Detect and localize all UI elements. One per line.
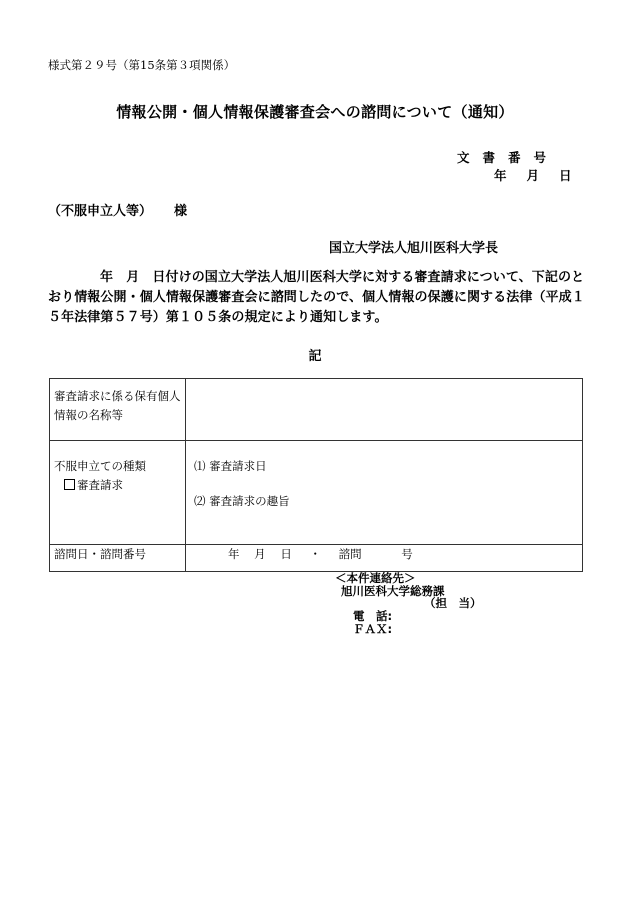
contact-fax-label: ＦＡＸ: — [353, 622, 393, 636]
document-date — [494, 166, 572, 184]
appeal-type-option-label: 審査請求 — [77, 478, 123, 492]
inquiry-table — [49, 378, 583, 572]
contact-person: （担 当） — [424, 596, 482, 610]
appeal-purpose-item: ⑵ 審査請求の趣旨 — [194, 494, 290, 508]
table-row-inquiry-date — [50, 545, 583, 572]
inquiry-month: 月 — [254, 547, 266, 561]
table-row-appeal-type — [50, 441, 583, 545]
addressee — [48, 200, 187, 219]
ki-heading: 記 — [308, 349, 322, 364]
form-number: 様式第２９号（第15条第３項関係） — [48, 58, 236, 72]
addressee-honorific: 様 — [174, 204, 188, 219]
document-title: 情報公開・個人情報保護審査会への諮問について（通知） — [116, 103, 514, 121]
inquiry-label: 諮問 — [338, 547, 362, 561]
inquiry-number-suffix: 号 — [401, 547, 413, 561]
document-date-year: 年 — [494, 168, 507, 183]
appeal-type-option — [54, 476, 185, 495]
inquiry-separator: ・ — [309, 547, 321, 561]
document-number-label: 文書番号 — [457, 150, 560, 165]
contact-department: 旭川医科大学総務課 — [341, 584, 445, 598]
sender: 国立大学法人旭川医科大学長 — [329, 241, 499, 256]
contact-phone-label: 電 話: — [353, 609, 393, 623]
info-name-value — [186, 379, 583, 441]
addressee-name: （不服申立人等） — [48, 204, 153, 219]
inquiry-date-value — [186, 545, 583, 572]
appeal-details-cell — [186, 441, 583, 545]
body-text: 年 月 日付けの国立大学法人旭川医科大学に対する審査請求について、下記のとおり情報公開・個人情報保護審査会に諮問したので、個人情報の保護に関する法律（平成１５年法律第５７号）第１０５条の規定により通知します。 — [48, 270, 585, 325]
checkbox-icon — [64, 479, 75, 490]
appeal-type-cell — [50, 441, 186, 545]
inquiry-day: 日 — [280, 547, 292, 561]
inquiry-date-label: 諮問日・諮問番号 — [50, 545, 186, 572]
document-date-month: 月 — [526, 168, 540, 183]
table-row-info-name — [50, 379, 583, 441]
appeal-type-label: 不服申立ての種類 — [54, 459, 146, 473]
inquiry-year: 年 — [228, 547, 240, 561]
contact-header: ＜本件連絡先＞ — [335, 571, 416, 585]
appeal-date-item: ⑴ 審査請求日 — [194, 459, 267, 473]
info-name-label: 審査請求に係る保有個人情報の名称等 — [50, 379, 186, 441]
document-date-day: 日 — [559, 168, 572, 183]
